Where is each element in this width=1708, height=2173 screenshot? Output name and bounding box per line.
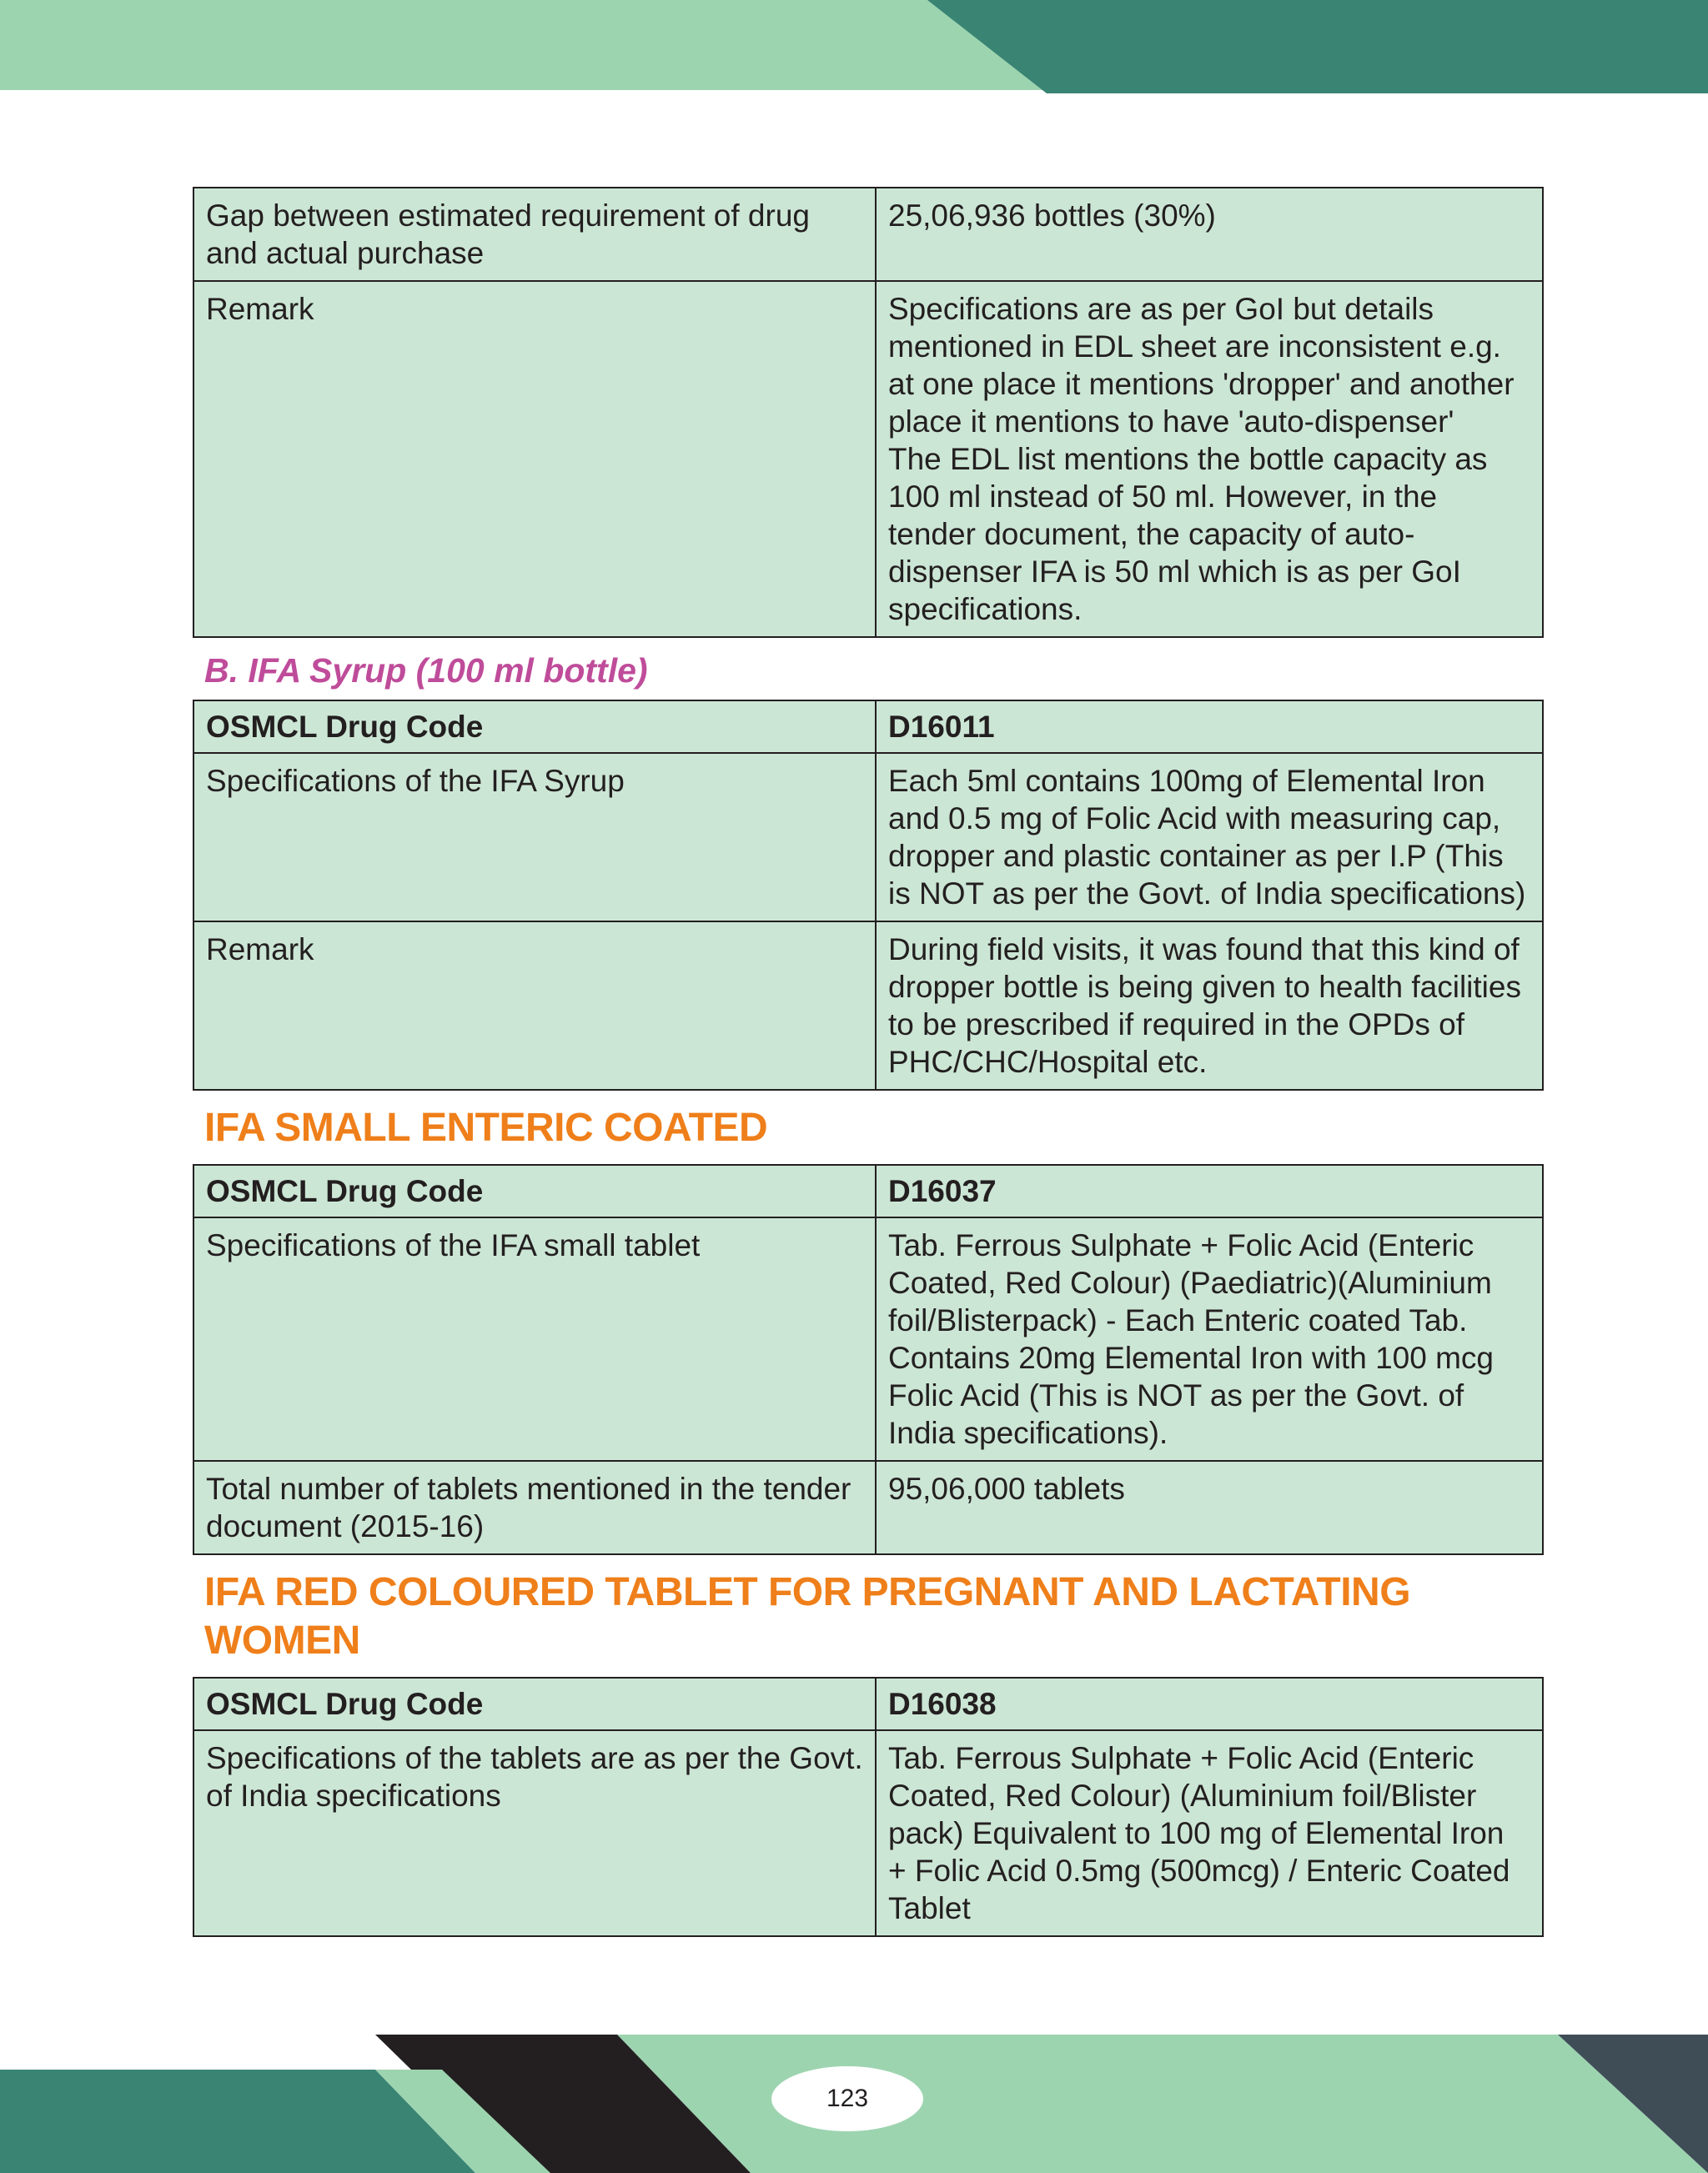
- table-row: [193, 1461, 1543, 1554]
- row-label: Remark: [193, 281, 876, 637]
- row-value: Tab. Ferrous Sulphate + Folic Acid (Enteric Coated, Red Colour) (Aluminium foil/Blister pack) Equivalent to 100 mg of Elemental Iron + Folic Acid 0.5mg (500mcg) / Enteric Coated Tablet: [876, 1730, 1543, 1936]
- row-value: Specifications are as per GoI but details mentioned in EDL sheet are inconsistent e.g. at one place it mentions 'dropper' and another place it mentions to have 'auto-dispenser' The EDL list mentions the bottle capacity as 100 ml instead of 50 ml. However, in the tender document, the capacity of auto-dispenser IFA is 50 ml which is as per GoI specifications.: [876, 281, 1543, 637]
- heading-ifa-red-coloured-tablet: IFA RED COLOURED TABLET FOR PREGNANT AND LACTATING WOMEN: [204, 1570, 1411, 1663]
- row-value: Tab. Ferrous Sulphate + Folic Acid (Enteric Coated, Red Colour) (Paediatric)(Aluminium foil/Blisterpack) - Each Enteric coated Tab. Contains 20mg Elemental Iron with 100 mcg Folic Acid (This is NOT as per the Govt. of India specifications).: [876, 1217, 1543, 1461]
- row-label: Specifications of the tablets are as per the Govt. of India specifications: [193, 1730, 876, 1936]
- row-label: Gap between estimated requirement of drug and actual purchase: [193, 188, 876, 281]
- table-row: [193, 1730, 1543, 1936]
- heading-ifa-small-enteric-coated: IFA SMALL ENTERIC COATED: [204, 1106, 768, 1150]
- row-value: 95,06,000 tablets: [876, 1461, 1543, 1554]
- row-label: Specifications of the IFA Syrup: [193, 753, 876, 921]
- page-content: [193, 187, 1526, 1937]
- table-auto-dispenser-continued: [193, 187, 1544, 638]
- page-number: 123: [771, 2066, 923, 2131]
- table-row: [193, 921, 1543, 1090]
- row-value: During field visits, it was found that this kind of dropper bottle is being given to health facilities to be prescribed if required in the OPDs of PHC/CHC/Hospital etc.: [876, 921, 1543, 1090]
- drug-code-label: OSMCL Drug Code: [193, 1678, 876, 1730]
- table-row: [193, 281, 1543, 637]
- subheading-ifa-syrup: B. IFA Syrup (100 ml bottle): [204, 651, 648, 690]
- row-value: 25,06,936 bottles (30%): [876, 188, 1543, 281]
- table-row: [193, 753, 1543, 921]
- header-decorative-band: [0, 0, 1708, 93]
- table-header-row: [193, 1678, 1543, 1730]
- table-row: [193, 188, 1543, 281]
- drug-code-value: D16038: [876, 1678, 1543, 1730]
- table-ifa-small-tablet: [193, 1164, 1544, 1555]
- table-header-row: [193, 1165, 1543, 1217]
- drug-code-label: OSMCL Drug Code: [193, 700, 876, 753]
- header-dark-teal-shape: [927, 0, 1708, 93]
- table-ifa-red-tablet: [193, 1677, 1544, 1937]
- table-ifa-syrup: [193, 700, 1544, 1091]
- row-label: Remark: [193, 921, 876, 1090]
- row-label: Specifications of the IFA small tablet: [193, 1217, 876, 1461]
- table-row: [193, 1217, 1543, 1461]
- row-label: Total number of tablets mentioned in the tender document (2015-16): [193, 1461, 876, 1554]
- drug-code-value: D16037: [876, 1165, 1543, 1217]
- drug-code-label: OSMCL Drug Code: [193, 1165, 876, 1217]
- table-header-row: [193, 700, 1543, 753]
- row-value: Each 5ml contains 100mg of Elemental Iron and 0.5 mg of Folic Acid with measuring cap, dropper and plastic container as per I.P (This is NOT as per the Govt. of India specifications): [876, 753, 1543, 921]
- drug-code-value: D16011: [876, 700, 1543, 753]
